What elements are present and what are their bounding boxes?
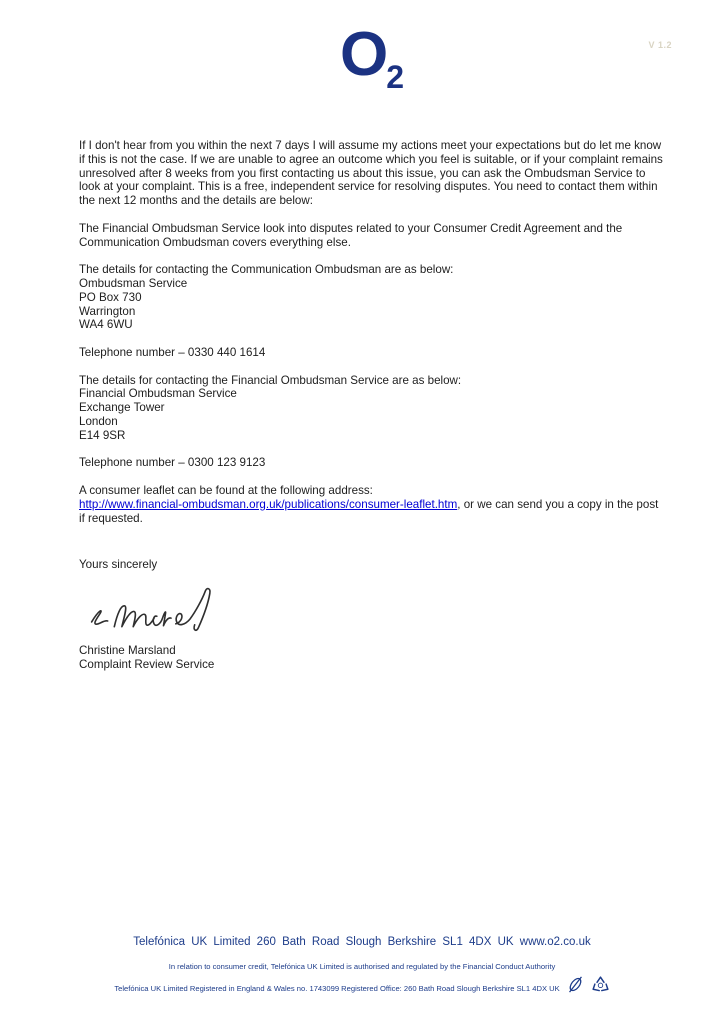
recycle-icon xyxy=(591,975,610,996)
consumer-leaflet-link[interactable]: http://www.financial-ombudsman.org.uk/publications/consumer-leaflet.htm xyxy=(79,497,458,511)
leaflet-paragraph xyxy=(79,484,667,525)
o2-logo-subscript: 2 xyxy=(386,59,405,95)
leaflet-intro: A consumer leaflet can be found at the following address: xyxy=(79,483,373,497)
address-line: PO Box 730 xyxy=(79,290,142,304)
o2-logo xyxy=(340,20,406,95)
financial-ombudsman-block xyxy=(79,374,667,443)
footer-registration-line xyxy=(0,975,724,996)
financial-ombudsman-phone: Telephone number – 0300 123 9123 xyxy=(79,456,266,470)
signatory-role: Complaint Review Service xyxy=(79,657,215,671)
closing-salutation: Yours sincerely xyxy=(79,558,158,572)
signature-image xyxy=(79,586,247,638)
letter-body xyxy=(79,139,667,672)
address-line: Ombudsman Service xyxy=(79,276,188,290)
financial-ombudsman-heading: The details for contacting the Financial Ombudsman Service are as below: xyxy=(79,373,462,387)
communication-ombudsman-phone: Telephone number – 0330 440 1614 xyxy=(79,345,266,359)
paragraph-intro: If I don't hear from you within the next 7 days I will assume my actions meet your expectations but do let me know if this is not the case. If we are unable to agree an outcome which you feel is suitable, or if your complaint remains unresolved after 8 weeks from you first contacting us about this issue, you can ask the Ombudsman Service to look at your complaint. This is a free, independent service for resolving disputes. You need to contact them within the next 12 months and the details are below: xyxy=(79,139,663,208)
address-line: London xyxy=(79,414,118,428)
handwritten-signature xyxy=(79,586,667,638)
address-line: WA4 6WU xyxy=(79,318,133,332)
footer-company-address: Telefónica UK Limited 260 Bath Road Slough Berkshire SL1 4DX UK www.o2.co.uk xyxy=(133,936,591,948)
signatory-name: Christine Marsland xyxy=(79,643,176,657)
address-line: Exchange Tower xyxy=(79,401,165,415)
version-label: V 1.2 xyxy=(648,40,672,50)
address-line: E14 9SR xyxy=(79,428,126,442)
communication-ombudsman-heading: The details for contacting the Communication Ombudsman are as below: xyxy=(79,263,454,277)
signatory-block xyxy=(79,644,667,672)
address-line: Warrington xyxy=(79,304,136,318)
footer-regulatory-line: In relation to consumer credit, Telefónica UK Limited is authorised and regulated by the Financial Conduct Authority xyxy=(168,962,556,971)
address-line: Financial Ombudsman Service xyxy=(79,387,237,401)
footer-registration-text: Telefónica UK Limited Registered in England & Wales no. 1743099 Registered Office: 260 Bath Road Slough Berkshire SL1 4DX UK xyxy=(114,984,560,993)
leaf-icon xyxy=(567,975,584,996)
o2-logo-letter: O xyxy=(340,20,389,89)
paragraph-ombudsman-split: The Financial Ombudsman Service look into disputes related to your Consumer Credit Agreement and the Communication Ombudsman covers everything else. xyxy=(79,221,623,249)
leaflet-after-text: , or we can send you a copy in the post if requested. xyxy=(79,497,659,525)
communication-ombudsman-block xyxy=(79,263,667,332)
